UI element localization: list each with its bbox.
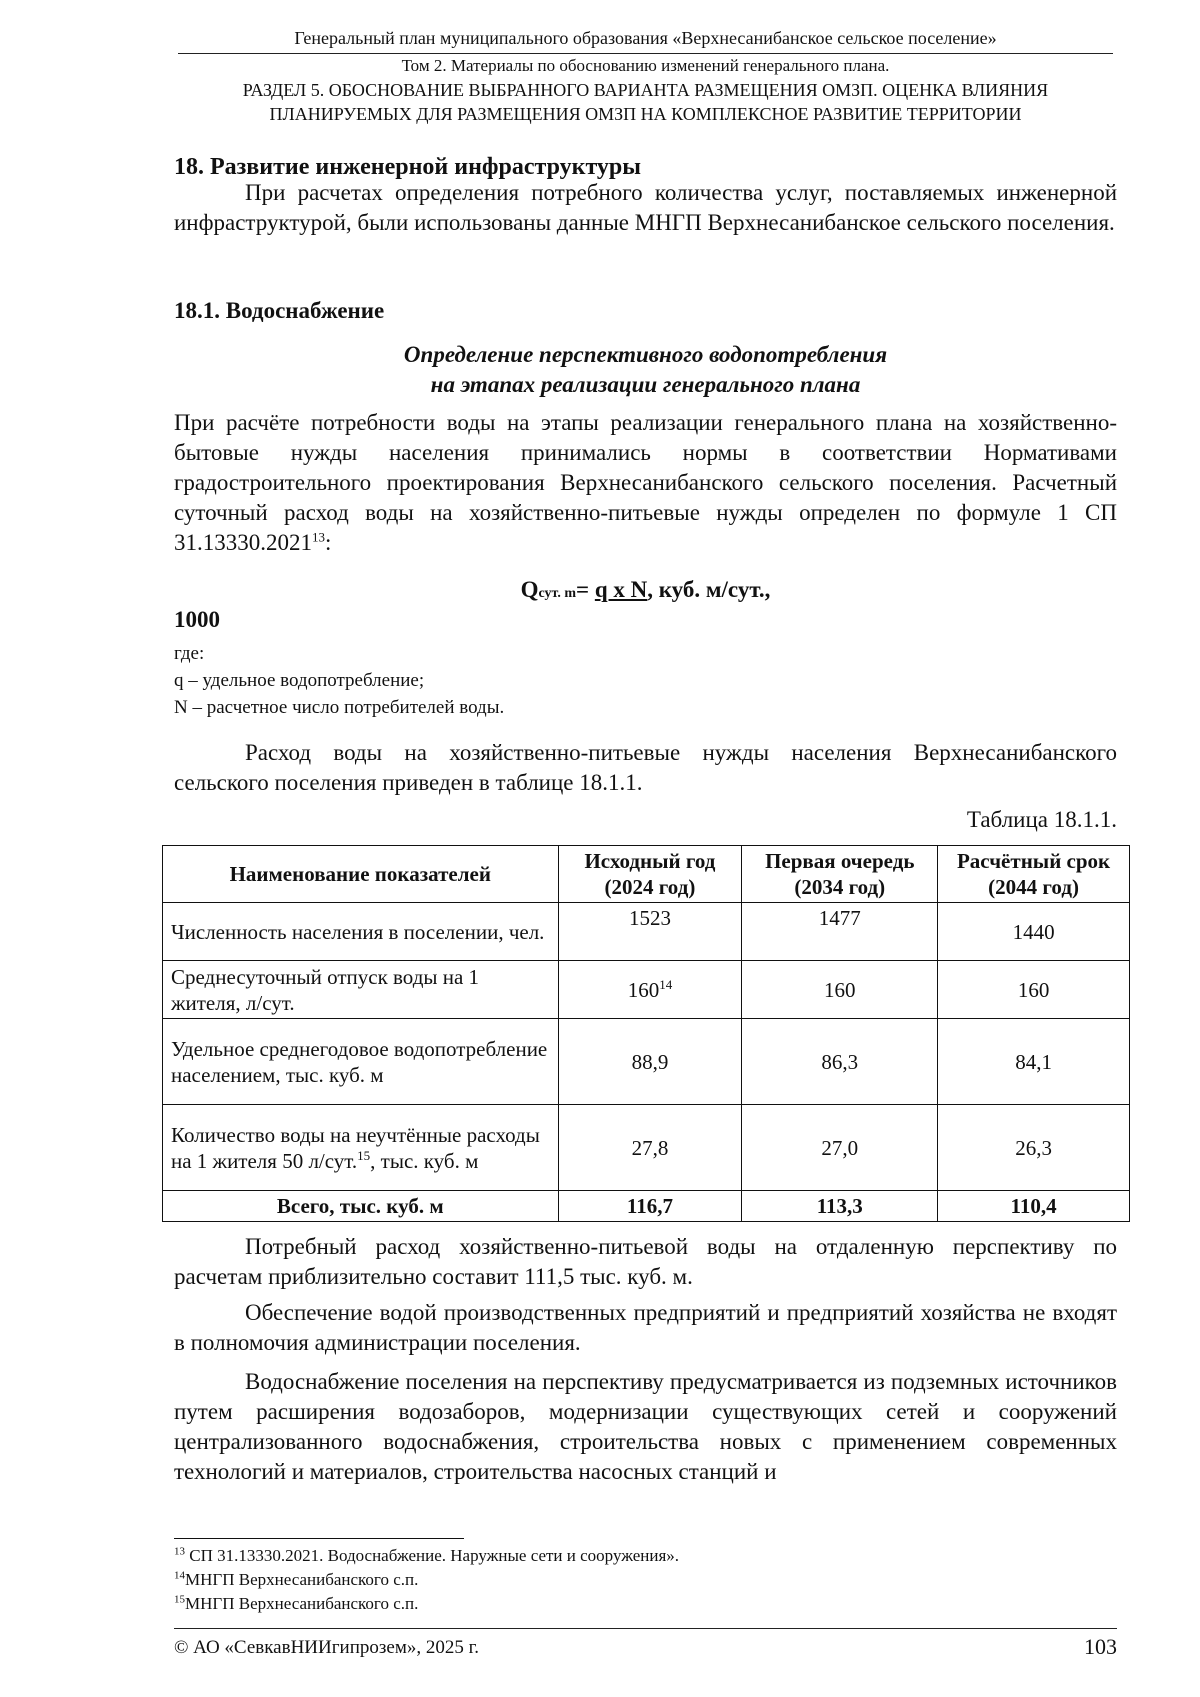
paragraph-norms: [174, 408, 1117, 558]
total-label: Всего, тыс. куб. м: [163, 1191, 559, 1222]
cell-value: 27,8: [558, 1105, 742, 1191]
cell-value: 160: [742, 961, 938, 1019]
formula-subscript: сут. m: [538, 586, 576, 601]
formula-definitions: [174, 640, 504, 721]
row-label: Удельное среднегодовое водопотребление населением, тыс. куб. м: [163, 1019, 559, 1105]
table-caption: Таблица 18.1.1.: [966, 807, 1117, 832]
header-base-year: Исходный год (2024 год): [558, 846, 742, 903]
footnote-ref-13[interactable]: 13: [312, 529, 325, 545]
subtitle-line-1: Определение перспективного водопотребления: [403, 342, 888, 367]
footnote-number: 14: [174, 1569, 185, 1582]
footnote-number: 13: [174, 1545, 185, 1558]
paragraph-norms-end: :: [325, 530, 332, 555]
table-row: [163, 1105, 1130, 1191]
section-intro: При расчетах определения потребного количества услуг, поставляемых инженерной инфраструктурой, были использованы данные МНГП Верхнесанибанское сельского поселения.: [174, 180, 1117, 235]
paragraph-future-demand: Потребный расход хозяйственно-питьевой воды на отдаленную перспективу по расчетам приблизительно составит 111,5 тыс. куб. м.: [174, 1234, 1117, 1289]
paragraph-norms-text: При расчёте потребности воды на этапы реализации генерального плана на хозяйственно-бытовые нужды населения принимались нормы в соответствии Нормативами градостроительного проектирования Верхнесанибанского сельского поселения. Расчетный суточный расход воды на хозяйственно-питьевые нужды определен по формуле 1 СП 31.13330.2021: [174, 410, 1117, 555]
header-design-period: Расчётный срок (2044 год): [938, 846, 1130, 903]
footnote-text: МНГП Верхнесанибанского с.п.: [185, 1594, 419, 1613]
water-formula: [174, 577, 1117, 603]
table-row: [163, 903, 1130, 961]
cell-value: 26,3: [938, 1105, 1130, 1191]
cell-value: 27,0: [742, 1105, 938, 1191]
header-first-stage: Первая очередь (2034 год): [742, 846, 938, 903]
formula-numerator: q x N: [594, 577, 648, 602]
total-value: 110,4: [938, 1191, 1130, 1222]
cell-value: 160: [938, 961, 1130, 1019]
footnote-text: СП 31.13330.2021. Водоснабжение. Наружные сети и сооружения».: [185, 1546, 680, 1565]
subtitle-line-2: на этапах реализации генерального плана: [430, 372, 861, 397]
header-title: Генеральный план муниципального образования «Верхнесанибанское сельское поселение»: [294, 28, 997, 48]
footnote-ref-15[interactable]: 15: [357, 1147, 371, 1163]
cell-value: [558, 961, 742, 1019]
cell-number: 160: [627, 977, 660, 1002]
section-heading: 18. Развитие инженерной инфраструктуры: [174, 154, 642, 180]
paragraph-table-intro: Расход воды на хозяйственно-питьевые нужды населения Верхнесанибанского сельского поселения приведен в таблице 18.1.1.: [174, 740, 1117, 795]
formula-units: , куб. м/сут.,: [647, 577, 771, 602]
cell-value: 1477: [742, 903, 938, 961]
definition-q: q – удельное водопотребление;: [174, 670, 425, 691]
footnote-15: [174, 1592, 418, 1616]
cell-value: 1440: [938, 903, 1130, 961]
paragraph-water-supply: Водоснабжение поселения на перспективу предусматривается из подземных источников путем расширения водозаборов, модернизации существующих сетей и сооружений централизованного водоснабжения, строительства новых с применением современных технологий и материалов, строительства насосных станций и: [174, 1369, 1117, 1484]
formula-q: Q: [520, 577, 539, 602]
header-volume: Том 2. Материалы по обоснованию изменений генерального плана.: [401, 56, 890, 75]
formula-eq: =: [575, 577, 595, 602]
header-indicator: Наименование показателей: [163, 846, 559, 903]
total-value: 116,7: [558, 1191, 742, 1222]
footnote-text: МНГП Верхнесанибанского с.п.: [185, 1570, 419, 1589]
cell-value: 88,9: [558, 1019, 742, 1105]
footnote-rule: [174, 1538, 464, 1539]
row-label-end: , тыс. куб. м: [370, 1148, 479, 1173]
formula-denominator: 1000: [174, 607, 220, 632]
paragraph-industrial: Обеспечение водой производственных предприятий и предприятий хозяйства не входят в полномочия администрации поселения.: [174, 1300, 1117, 1355]
definition-n: N – расчетное число потребителей воды.: [174, 697, 505, 718]
table-row: [163, 961, 1130, 1019]
footnote-ref-14[interactable]: 14: [659, 976, 673, 992]
subsection-subtitle: [174, 340, 1117, 400]
cell-value: 86,3: [742, 1019, 938, 1105]
footer-copyright: © АО «СевкавНИИгипрозем», 2025 г.: [174, 1637, 479, 1658]
row-label: [163, 1105, 559, 1191]
footer-rule: [174, 1628, 1117, 1629]
row-label-text: Количество воды на неучтённые расходы на 1 жителя 50 л/сут.: [171, 1122, 540, 1173]
total-value: 113,3: [742, 1191, 938, 1222]
subsection-heading: 18.1. Водоснабжение: [174, 298, 385, 323]
table-header-row: [163, 846, 1130, 903]
cell-value: 84,1: [938, 1019, 1130, 1105]
row-label: Среднесуточный отпуск воды на 1 жителя, л/сут.: [163, 961, 559, 1019]
definition-where: где:: [174, 643, 205, 664]
cell-value: 1523: [558, 903, 742, 961]
footnote-number: 15: [174, 1593, 185, 1606]
table-total-row: [163, 1191, 1130, 1222]
footnote-14: [174, 1568, 418, 1592]
header-rule: [178, 53, 1113, 54]
page-number: 103: [1084, 1634, 1117, 1659]
row-label: Численность населения в поселении, чел.: [163, 903, 559, 961]
footnote-13: [174, 1544, 679, 1568]
header-section: РАЗДЕЛ 5. ОБОСНОВАНИЕ ВЫБРАННОГО ВАРИАНТА РАЗМЕЩЕНИЯ ОМЗП. ОЦЕНКА ВЛИЯНИЯ ПЛАНИРУЕМЫХ ДЛЯ РАЗМЕЩЕНИЯ ОМЗП НА КОМПЛЕКСНОЕ РАЗВИТИЕ ТЕРРИТОРИИ: [242, 80, 1049, 124]
table-row: [163, 1019, 1130, 1105]
water-consumption-table: [162, 845, 1130, 1222]
